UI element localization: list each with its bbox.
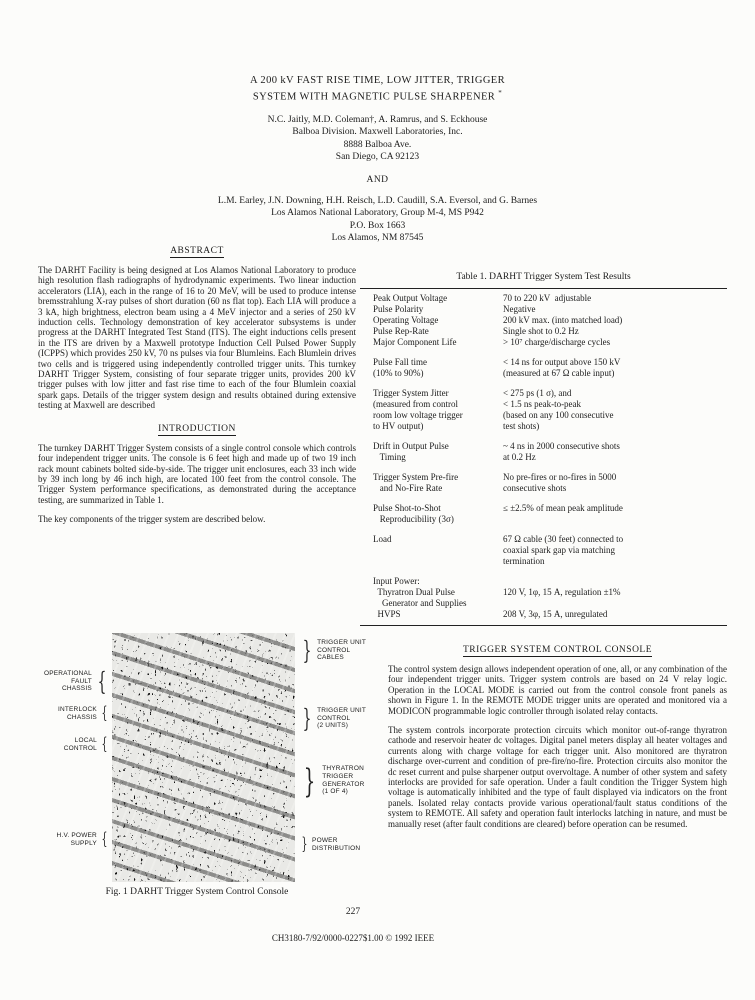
table-row [373, 293, 727, 304]
table-parameter-line: Reproducibility (3σ) [373, 514, 454, 524]
affiliation-line: San Diego, CA 92123 [335, 152, 420, 162]
table-value-line: 120 V, 1φ, 15 A, regulation ±1% [503, 587, 621, 597]
figure-label-power-distribution [299, 836, 360, 853]
table-value [503, 315, 727, 326]
table-row [373, 357, 727, 379]
table-row [373, 441, 727, 463]
table-parameter-line: Pulse Rep-Rate [373, 326, 429, 336]
table-parameter-line: Major Component Life [373, 337, 457, 347]
table-parameter-line: Load [373, 534, 392, 544]
table-value-line: 208 V, 3φ, 15 A, unregulated [503, 609, 608, 619]
table-value-line: 200 kV max. (into matched load) [503, 315, 623, 325]
figure-label-line: POWER [312, 836, 338, 844]
figure-label-line: TRIGGER [322, 772, 354, 780]
table-value-line: < 275 ps (1 σ), and [503, 388, 572, 398]
figure-caption: Fig. 1 DARHT Trigger System Control Console [105, 887, 289, 897]
table-parameter-line: room low voltage trigger [373, 410, 463, 420]
table-parameter-line: (10% to 90%) [373, 368, 424, 378]
table-parameter [373, 441, 503, 463]
author-block-lanl [0, 195, 755, 245]
figure-label-interlock-chassis [38, 705, 110, 722]
table-row [373, 337, 727, 348]
table-value [503, 534, 727, 567]
callout-brace: } [302, 636, 312, 665]
figure-label-line: TRIGGER UNIT [317, 639, 367, 647]
table-group [373, 472, 727, 494]
halftone-noise [112, 633, 295, 882]
table-value [503, 357, 727, 379]
affiliation-lines [0, 126, 755, 164]
callout-brace: } [303, 761, 316, 800]
paper-title [0, 74, 755, 104]
table-value-line: Single shot to 0.2 Hz [503, 326, 579, 336]
table-value-line: Negative [503, 304, 536, 314]
table-parameter-line: Peak Output Voltage [373, 293, 448, 303]
table-row [373, 609, 727, 620]
table-value-line: at 0.2 Hz [503, 452, 536, 462]
table-value-line: termination [503, 556, 545, 566]
table-value-line: No pre-fires or no-fires in 5000 [503, 472, 617, 482]
figure-label-line: CONTROL [317, 714, 351, 722]
affiliation-line: Los Alamos National Laboratory, Group M-4, MS P942 [271, 208, 484, 218]
left-column [38, 246, 356, 525]
table-value [503, 388, 727, 432]
callout-brace: { [101, 734, 108, 754]
table-row [373, 576, 727, 587]
title-footnote-marker: * [498, 89, 503, 97]
table-parameter-line: Timing [373, 452, 406, 462]
paper-title-line1: A 200 kV FAST RISE TIME, LOW JITTER, TRIGGER [249, 75, 506, 86]
table-group [373, 293, 727, 348]
page-number: 227 [345, 907, 361, 917]
authors-line: L.M. Earley, J.N. Downing, H.H. Reisch, L.D. Caudill, S.A. Eversol, and G. Barnes [217, 195, 538, 206]
table-top-rule [360, 288, 727, 289]
table-value-line: consecutive shots [503, 483, 567, 493]
table-parameter-line: Pulse Polarity [373, 304, 424, 314]
table-parameter [373, 337, 503, 348]
callout-brace: { [101, 703, 108, 723]
table-value [503, 503, 727, 514]
table-value-line: coaxial spark gap via matching [503, 545, 615, 555]
table-1 [360, 272, 727, 626]
figure-label-operational-fault-chassis [38, 669, 110, 694]
abstract-heading: ABSTRACT [170, 246, 224, 256]
table-parameter-line: (measured from control [373, 399, 458, 409]
table-parameter [373, 357, 503, 379]
console-photo [112, 633, 295, 882]
figure-label-line: INTERLOCK [57, 705, 97, 713]
table-row [373, 326, 727, 337]
abstract-text: The DARHT Facility is being designed at Los Alamos National Laboratory to produce high resolution flash radiographs of hydrodynamic experiments. Two linear induction accelerators (LIA), each in the range of 16 to 20 MeV, will be used to produce intense bremsstrahlung X-ray pulses of short duration (60 ns flat top). Each LIA will produce a 3 kA, high brightness, electron beam using a 4 MeV injector and a series of 250 kV induction cells. Technology demonstration of key accelerator subsystems is under progress at the DARHT Integrated Test Stand (ITS). The eight inductions cells present in the ITS are driven by a Maxwell prototype Induction Cell Pulsed Power Supply (ICPPS) which provides 250 kV, 70 ns pulses via four Blumleins. Each Blumlein drives two cells and is triggered using independently controlled trigger units. This turnkey DARHT Trigger System, consisting of four separate trigger units, provides 200 kV trigger pulses with low jitter and fast rise time to each of the four Blumlein coaxial spark gaps. Details of the trigger system design and results obtained during extensive testing at Maxwell are described [38, 265, 356, 411]
authors-line: N.C. Jaitly, M.D. Coleman†, A. Ramrus, and S. Eckhouse [267, 114, 488, 125]
figure-label-line: H.V. POWER [56, 831, 97, 839]
table-value-line: < 14 ns for output above 150 kV [503, 357, 621, 367]
figure-label-line: (1 OF 4) [322, 788, 349, 796]
table-row [373, 315, 727, 326]
table-parameter [373, 587, 503, 609]
figure-label-line: THYRATRON [322, 765, 364, 773]
table-value-line: test shots) [503, 421, 540, 431]
right-column-section [388, 645, 727, 829]
figure-label-line: DISTRIBUTION [312, 844, 361, 852]
figure-label-line: CONTROL [317, 646, 351, 654]
table-parameter-line: Trigger System Pre-fire [373, 472, 459, 482]
table-value [503, 337, 727, 348]
introduction-paragraph: The turnkey DARHT Trigger System consists of a single control console which controls four independent trigger units. The console is 6 feet high and made up of two 19 inch rack mount cabinets bolted side-by-side. The trigger unit enclosures, each 33 inch wide by 39 inch long by 46 inch high, are located 100 feet from the control console. The Trigger System performance specifications, as demonstrated during the acceptance testing, are summarized in Table 1. [38, 442, 356, 505]
figure-label-line: SUPPLY [70, 839, 97, 847]
table-parameter-line: Pulse Shot-to-Shot [373, 503, 441, 513]
table-parameter [373, 326, 503, 337]
table-parameter-line: Pulse Fall time [373, 357, 427, 367]
table-value-line: > 10⁷ charge/discharge cycles [503, 337, 611, 347]
figure-label-trigger-unit-control-cables [299, 638, 366, 663]
table-value [503, 609, 727, 620]
figure-label-trigger-unit-control-2-units [299, 706, 366, 731]
affiliation-line: 8888 Balboa Ave. [343, 139, 412, 150]
table-row [373, 534, 727, 567]
table-row [373, 472, 727, 494]
title-block [0, 74, 755, 245]
table-row [373, 587, 727, 609]
table-parameter [373, 609, 503, 620]
table-parameter-line: Drift in Output Pulse [373, 441, 449, 451]
figure-1 [38, 630, 367, 902]
introduction-paragraph: The key components of the trigger system are described below. [38, 514, 266, 525]
affiliation-line: P.O. Box 1663 [349, 220, 406, 231]
table-parameter-line: HVPS [373, 609, 401, 619]
table-parameter [373, 315, 503, 326]
figure-label-line: TRIGGER UNIT [317, 707, 367, 715]
callout-brace: } [301, 834, 308, 854]
table-value-line: (based on any 100 consecutive [503, 410, 614, 420]
table-value-line: < 1.5 ns peak-to-peak [503, 399, 582, 409]
figure-label-line: CHASSIS [67, 713, 97, 721]
table-value-line: 67 Ω cable (30 feet) connected to [503, 534, 624, 544]
table-title: Table 1. DARHT Trigger System Test Results [456, 272, 631, 282]
table-group [373, 576, 727, 620]
table-group [373, 357, 727, 379]
table-group [373, 388, 727, 432]
figure-label-local-control [38, 736, 110, 753]
table-parameter-line: to HV output) [373, 421, 424, 431]
trigger-system-control-console-heading: TRIGGER SYSTEM CONTROL CONSOLE [462, 645, 653, 655]
table-parameter-line: Generator and Supplies [373, 598, 467, 608]
affiliation-lines [0, 207, 755, 245]
table-body [360, 293, 727, 620]
table-value [503, 304, 727, 315]
section-paragraph: The system controls incorporate protection circuits which monitor out-of-range thyratron cathode and reservoir heater dc voltages. Digital panel meters display all heater voltages and currents along with charge voltage for each trigger unit. Also monitored are thyratron discharge over-current and condition of pre-fire/no-fire. Protection circuits also monitor the dc reset current and pulse sharpener output overvoltage. A number of other system and safety interlocks are provided for safe operation. Under a fault condition the Trigger System high voltage is automatically inhibited and the type of fault displayed via indicators on the front panels. Isolated relay contacts provide various operational/fault status conditions of the system to REMOTE. All safety and operation fault interlocks latching in nature, and must be manually reset (after fault conditions are cleared) before operation can be resumed. [388, 725, 727, 829]
figure-label-line: CHASSIS [61, 685, 92, 693]
table-value-line: ~ 4 ns in 2000 consecutive shots [503, 441, 620, 451]
figure-label-line: LOCAL [74, 736, 97, 744]
figure-label-line: CABLES [317, 654, 344, 662]
paper-title-line2: SYSTEM WITH MAGNETIC PULSE SHARPENER * [252, 89, 503, 103]
table-value [503, 587, 727, 598]
table-row [373, 388, 727, 432]
table-bottom-rule [360, 625, 727, 626]
table-parameter-line: Trigger System Jitter [373, 388, 449, 398]
section-paragraph: The control system design allows independent operation of one, all, or any combination of the four independent trigger units. Trigger system controls are based on 24 V relay logic. Operation in the LOCAL MODE is carried out from the control console front panels as shown in Figure 1. In the REMOTE MODE trigger units are operated and monitored via a MODICON programmable logic controller through isolated relay contacts. [388, 664, 727, 716]
table-value-line: (measured at 67 Ω cable input) [503, 368, 615, 378]
affiliation-line: Los Alamos, NM 87545 [331, 233, 424, 243]
table-parameter-line: Thyratron Dual Pulse [373, 587, 455, 597]
table-parameter-line: Operating Voltage [373, 315, 439, 325]
table-parameter [373, 304, 503, 315]
copyright-line: CH3180-7/92/0000-0227$1.00 © 1992 IEEE [271, 933, 435, 943]
introduction-heading: INTRODUCTION [158, 423, 236, 434]
table-row [373, 304, 727, 315]
table-parameter [373, 576, 503, 587]
author-block-maxwell [0, 114, 755, 164]
table-parameter [373, 472, 503, 494]
table-value-line: ≤ ±2.5% of mean peak amplitude [503, 503, 623, 513]
and-separator: AND [366, 174, 389, 185]
callout-brace: } [302, 704, 312, 733]
table-value [503, 441, 727, 463]
figure-label-thyratron-trigger-generator [299, 761, 365, 800]
figure-label-line: GENERATOR [322, 780, 365, 788]
table-parameter [373, 503, 503, 525]
figure-label-line: CONTROL [63, 744, 97, 752]
table-row [373, 503, 727, 525]
table-group [373, 441, 727, 463]
table-value [503, 326, 727, 337]
table-parameter [373, 293, 503, 304]
figure-label-line: FAULT [71, 677, 92, 685]
table-value-line: 70 to 220 kV adjustable [503, 293, 592, 303]
table-group [373, 503, 727, 525]
affiliation-line: Balboa Division. Maxwell Laboratories, Inc. [292, 127, 463, 137]
table-value [503, 293, 727, 304]
figure-label-line: (2 UNITS) [317, 722, 349, 730]
table-parameter-line: and No-Fire Rate [373, 483, 443, 493]
callout-brace: { [97, 667, 107, 696]
table-value [503, 472, 727, 494]
figure-label-hv-power-supply [38, 831, 110, 848]
figure-label-line: OPERATIONAL [43, 670, 92, 678]
table-parameter [373, 534, 503, 545]
table-parameter [373, 388, 503, 432]
table-parameter-line: Input Power: [373, 576, 420, 586]
callout-brace: { [101, 829, 108, 849]
table-group [373, 534, 727, 567]
